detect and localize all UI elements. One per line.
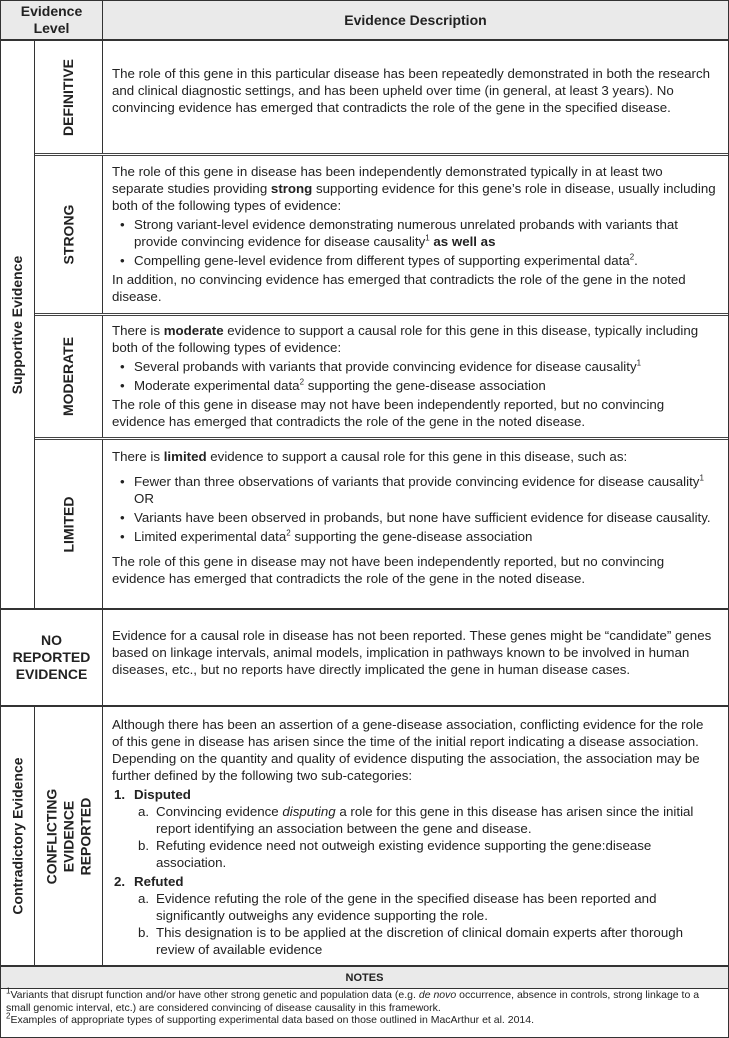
limited-intro: There is limited evidence to support a causal role for this gene in this disease, such as: bbox=[112, 449, 628, 464]
disputed-item-b: b. Refuting evidence need not outweigh existing evidence supporting the gene:disease association. bbox=[138, 838, 652, 870]
note-1: $^1$Variants that disrupt function and/or have other strong genetic and population data (e.g. de novo occurrence, absence in controls, strong linkage to a small genomic interval, etc.) are considered convincing of disease causality in this framework. bbox=[6, 986, 700, 1014]
strong-bullet-1: • Strong variant-level evidence demonstrating numerous unrelated probands with variants that provide convincing evidence for disease causality$^1$ as well as bbox=[112, 216, 718, 250]
conflicting-label-cell bbox=[35, 707, 103, 965]
strong-label-cell bbox=[35, 156, 103, 313]
definitive-label: DEFINITIVE bbox=[60, 58, 77, 136]
row-divider bbox=[35, 437, 728, 440]
conflicting-label: CONFLICTING EVIDENCE REPORTED bbox=[43, 788, 93, 884]
contradictory-group-cell bbox=[1, 707, 35, 965]
moderate-label-cell bbox=[35, 316, 103, 437]
no-reported-label: NO REPORTED EVIDENCE bbox=[12, 632, 91, 682]
refuted-item-b: b. This designation is to be applied at the discretion of clinical domain experts after thorough review of available evidence bbox=[138, 925, 684, 957]
no-reported-label-cell bbox=[1, 610, 103, 705]
divider bbox=[1, 608, 728, 610]
moderate-intro: There is moderate evidence to support a causal role for this gene in this disease, typically including both of the following types of evidence: bbox=[112, 323, 699, 355]
refuted-item-a: a. Evidence refuting the role of the gene in the specified disease has been reported and significantly outweighs any evidence supporting the role. bbox=[138, 891, 657, 923]
strong-label: STRONG bbox=[59, 204, 76, 265]
notes-header: NOTES bbox=[1, 965, 728, 989]
supportive-group-label: Supportive Evidence bbox=[9, 255, 26, 394]
definitive-text: The role of this gene in this particular disease has been repeatedly demonstrated in both the research and clinical diagnostic settings, and has been upheld over time (in general, at least 3 years). No convincing evidence has emerged that contradicts the role of the gene in the specified disease. bbox=[112, 66, 710, 115]
limited-bullet-1: • Fewer than three observations of variants that provide convincing evidence for disease causality$^1$ OR bbox=[112, 473, 718, 507]
disputed-heading: 1. Disputed bbox=[114, 787, 191, 802]
refuted-heading: 2. Refuted bbox=[114, 874, 184, 889]
divider bbox=[1, 39, 728, 41]
definitive-label-cell bbox=[35, 41, 103, 153]
header-evidence-level: Evidence Level bbox=[1, 1, 103, 40]
moderate-description bbox=[112, 322, 718, 430]
disputed-item-a: a. Convincing evidence disputing a role for this gene in this disease has arisen since the initial report identifying an association between the gene and disease. bbox=[138, 804, 694, 836]
moderate-bullet-1: • Several probands with variants that provide convincing evidence for disease causality$^1$ bbox=[112, 358, 718, 375]
no-reported-description bbox=[112, 627, 718, 678]
strong-bullet-2: • Compelling gene-level evidence from different types of supporting experimental data$^2$. bbox=[112, 252, 718, 269]
definitive-description bbox=[112, 65, 718, 116]
conflicting-intro: Although there has been an assertion of a gene-disease association, conflicting evidence for the role of this gene in disease has arisen since the time of the initial report indicating a disease association. Depending on the quantity and quality of evidence disputing the association, the association may be further defined by the following two sub-categories: bbox=[112, 717, 704, 783]
row-divider bbox=[35, 313, 728, 316]
limited-label-cell bbox=[35, 440, 103, 608]
divider bbox=[1, 705, 728, 707]
row-divider bbox=[35, 153, 728, 156]
moderate-closing: The role of this gene in disease may not have been independently reported, but no convincing evidence has emerged that contradicts the role of the gene in the noted disease. bbox=[112, 397, 665, 429]
supportive-group-cell bbox=[1, 41, 35, 608]
conflicting-description bbox=[112, 716, 718, 958]
contradictory-group-label: Contradictory Evidence bbox=[9, 757, 26, 915]
moderate-label: MODERATE bbox=[60, 336, 77, 417]
header-evidence-description: Evidence Description bbox=[103, 1, 728, 40]
strong-description bbox=[112, 163, 718, 305]
no-reported-text: Evidence for a causal role in disease has not been reported. These genes might be “candidate” genes based on linkage intervals, animal models, implication in pathways known to be involved in human diseases, etc., but no reports have directly implicated the gene in human disease cases. bbox=[112, 628, 712, 677]
notes-body bbox=[6, 986, 723, 1027]
limited-closing: The role of this gene in disease may not have been independently reported, but no convincing evidence has emerged that contradicts the role of the gene in the noted disease. bbox=[112, 554, 665, 586]
limited-bullet-2: • Variants have been observed in probands, but none have sufficient evidence for disease causality. bbox=[112, 509, 718, 526]
note-2: $^2$Examples of appropriate types of supporting experimental data based on those outlined in MacArthur et al. 2014. bbox=[6, 1011, 535, 1026]
strong-closing: In addition, no convincing evidence has emerged that contradicts the role of the gene in the noted disease. bbox=[112, 272, 686, 304]
limited-label: LIMITED bbox=[60, 496, 76, 552]
strong-intro: The role of this gene in disease has been independently demonstrated typically in at least two separate studies providing strong supporting evidence for this gene’s role in disease, usually including both of the following types of evidence: bbox=[112, 164, 716, 213]
moderate-bullet-2: • Moderate experimental data$^2$ supporting the gene-disease association bbox=[112, 377, 718, 394]
limited-description bbox=[112, 448, 718, 587]
limited-bullet-3: • Limited experimental data$^2$ supporting the gene-disease association bbox=[112, 528, 718, 545]
